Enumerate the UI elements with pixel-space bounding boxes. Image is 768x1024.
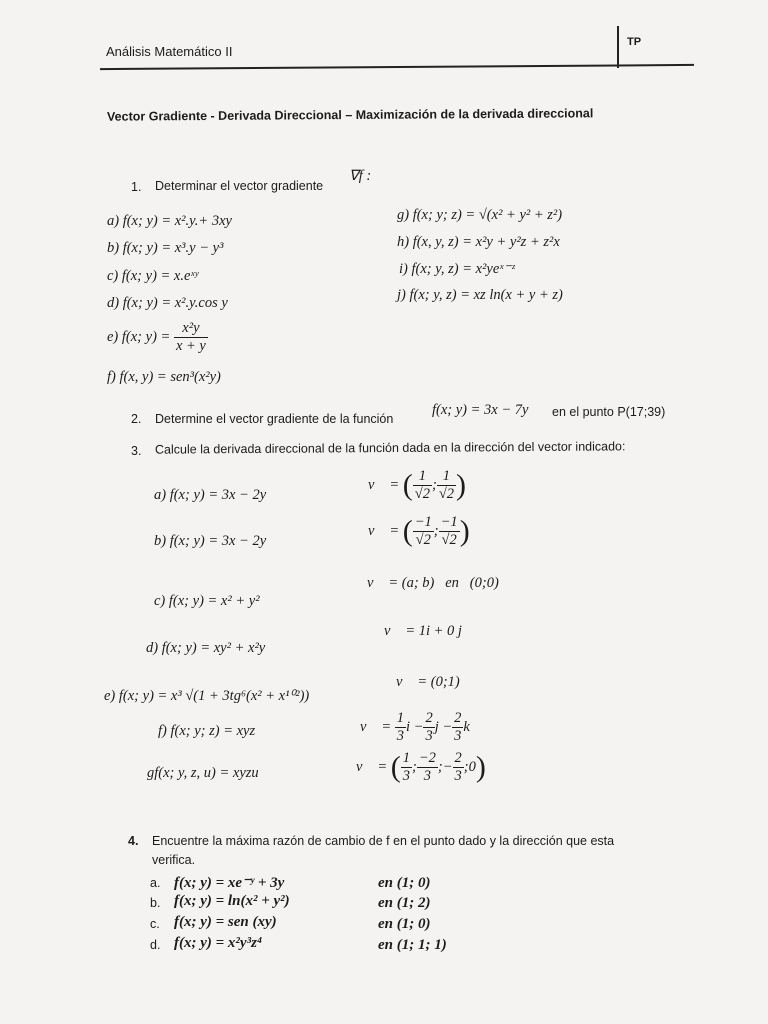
q3-item-f: f) f(x; y; z) = xyz bbox=[158, 723, 256, 739]
q3-vector-g-lparen: ( bbox=[390, 750, 401, 784]
q3-vector-g-num3: 2 bbox=[454, 750, 462, 766]
q3-vector-b-rparen: ) bbox=[459, 514, 470, 548]
q3-vector-f-den2: 3 bbox=[425, 728, 433, 744]
q1-item-f: f) f(x, y) = sen³(x²y) bbox=[107, 369, 221, 385]
q3-item-e: e) f(x; y) = x³ √(1 + 3tg⁶(x² + x¹⁰²)) bbox=[104, 688, 310, 704]
q1-text: Determinar el vector gradiente bbox=[155, 179, 324, 193]
q3-item-b: b) f(x; y) = 3x − 2y bbox=[154, 533, 267, 549]
q1-item-c: c) f(x; y) = x.eˣʸ bbox=[107, 268, 199, 284]
q2-point: en el punto P(17;39) bbox=[552, 405, 666, 419]
q1-item-a: a) f(x; y) = x².y.+ 3xy bbox=[107, 213, 232, 229]
q3-text: Calcule la derivada direccional de la función dada en la dirección del vector indicado: bbox=[154, 439, 626, 457]
q4-item-a-label: a. bbox=[150, 876, 161, 890]
q3-vector-f-label: v⃗ = bbox=[360, 718, 392, 735]
course-title: Análisis Matemático II bbox=[106, 44, 233, 59]
q3-vector-b-den1: √2 bbox=[415, 532, 431, 548]
q3-vector-a-label: v⃗ = bbox=[368, 476, 400, 493]
q4-item-d-func: f(x; y) = x²y³z⁴ bbox=[174, 935, 263, 951]
q1-item-i: i) f(x; y, z) = x²yeˣ⁻ᶻ bbox=[399, 261, 515, 277]
q3-item-g: gf(x; y, z, u) = xyzu bbox=[147, 765, 259, 781]
q3-vector-e: v⃗ = (0;1) bbox=[396, 674, 460, 690]
q1-item-e bbox=[107, 320, 208, 355]
q3-vector-a: v⃗ = ( $\frac{1}{√2}$ ; $\frac{1}{√2}$ ) bbox=[368, 468, 467, 502]
q3-vector-g-rparen: ) bbox=[475, 750, 486, 784]
q4-item-b-point: en (1; 2) bbox=[378, 895, 431, 911]
q3-vector-b-label: v⃗ = bbox=[368, 522, 400, 539]
q3-vector-g-tail: ;0 bbox=[463, 758, 476, 775]
q3-vector-g: v⃗ = ( $\frac{1}{3}$ ; $\frac{-2}{3}$ ;− $\frac{2}{3}$ ;0) bbox=[356, 750, 486, 784]
q3-vector-f-num1: 1 bbox=[396, 710, 404, 726]
q3-vector-f-term3: k bbox=[463, 718, 470, 735]
q3-vector-b: v⃗ = ( $\frac{-1}{√2}$ ; $\frac{-1}{√2}$ ) bbox=[368, 514, 470, 548]
q3-item-a: a) f(x; y) = 3x − 2y bbox=[154, 487, 267, 503]
page-subtitle: Vector Gradiente - Derivada Direccional – Maximización de la derivada direccional bbox=[106, 106, 594, 124]
q3-vector-a-den1: √2 bbox=[414, 486, 430, 502]
q3-vector-c: v⃗ = (a; b) en (0;0) bbox=[367, 575, 499, 591]
q4-item-b-func: f(x; y) = ln(x² + y²) bbox=[174, 893, 290, 909]
q2-text: Determine el vector gradiente de la función bbox=[155, 412, 394, 426]
q2-number: 2. bbox=[131, 412, 142, 426]
q3-vector-a-den2: √2 bbox=[438, 486, 455, 502]
q3-vector-b-den2: √2 bbox=[441, 532, 457, 548]
q1-item-e-numerator: x²y bbox=[174, 320, 208, 338]
q4-text-line2: verifica. bbox=[152, 853, 196, 867]
q4-text-line1: Encuentre la máxima razón de cambio de f en el punto dado y la dirección que esta bbox=[152, 834, 615, 848]
q2-function: f(x; y) = 3x − 7y bbox=[432, 402, 529, 418]
q4-number: 4. bbox=[128, 834, 139, 848]
q3-vector-f-num2: 2 bbox=[425, 710, 433, 726]
q4-item-a-func: f(x; y) = xe⁻ʸ + 3y bbox=[174, 875, 285, 891]
q1-item-e-fraction bbox=[174, 320, 208, 355]
q3-vector-f-den3: 3 bbox=[454, 728, 462, 744]
q4-item-c-label: c. bbox=[150, 917, 160, 931]
q3-vector-a-num2: 1 bbox=[437, 468, 456, 486]
q1-item-g: g) f(x; y; z) = √(x² + y² + z²) bbox=[397, 207, 563, 223]
q3-vector-f bbox=[360, 710, 470, 745]
header-vertical-rule bbox=[617, 26, 619, 68]
q3-vector-g-den1: 3 bbox=[402, 768, 410, 784]
q1-number: 1. bbox=[131, 180, 142, 194]
q1-item-e-prefix: e) f(x; y) = bbox=[107, 328, 171, 345]
q4-item-d-point: en (1; 1; 1) bbox=[378, 937, 447, 953]
q1-item-h: h) f(x, y, z) = x²y + y²z + z²x bbox=[397, 234, 560, 250]
q3-vector-g-label: v⃗ = bbox=[356, 758, 388, 775]
q3-item-d: d) f(x; y) = xy² + x²y bbox=[146, 640, 266, 656]
q4-item-c-func: f(x; y) = sen (xy) bbox=[174, 914, 277, 930]
q3-vector-g-den2: 3 bbox=[423, 768, 431, 784]
q3-vector-f-term1: i − bbox=[406, 718, 424, 735]
q3-vector-g-num1: 1 bbox=[402, 750, 410, 766]
q4-item-c-point: en (1; 0) bbox=[378, 916, 431, 932]
q3-number: 3. bbox=[131, 444, 142, 458]
q3-vector-b-num2: −1 bbox=[440, 514, 458, 530]
q3-vector-g-num2: −2 bbox=[418, 750, 436, 766]
q3-item-c: c) f(x; y) = x² + y² bbox=[154, 593, 260, 609]
q1-gradient-symbol: ∇f : bbox=[349, 168, 372, 184]
q1-item-d: d) f(x; y) = x².y.cos y bbox=[107, 295, 228, 311]
q1-item-b: b) f(x; y) = x³.y − y³ bbox=[107, 240, 224, 256]
q4-item-d-label: d. bbox=[150, 938, 161, 952]
q3-vector-a-rparen: ) bbox=[456, 468, 467, 502]
q3-vector-f-den1: 3 bbox=[396, 728, 404, 744]
header-code: TP bbox=[627, 36, 642, 48]
q4-item-b-label: b. bbox=[150, 896, 161, 910]
q3-vector-a-lparen: ( bbox=[402, 468, 413, 502]
q4-item-a-point: en (1; 0) bbox=[378, 875, 431, 891]
q3-vector-b-num1: −1 bbox=[414, 514, 432, 530]
q3-vector-b-lparen: ( bbox=[402, 514, 413, 548]
q3-vector-g-den3: 3 bbox=[454, 768, 462, 784]
q1-item-e-denominator: x + y bbox=[175, 338, 206, 354]
q1-item-j: j) f(x; y, z) = xz ln(x + y + z) bbox=[397, 287, 563, 303]
q3-vector-d: v⃗ = 1i + 0 j bbox=[384, 623, 462, 639]
q3-vector-f-num3: 2 bbox=[454, 710, 462, 726]
header-horizontal-rule bbox=[100, 64, 694, 70]
q3-vector-a-num1: 1 bbox=[413, 468, 432, 486]
q3-vector-f-term2: j − bbox=[434, 718, 453, 735]
